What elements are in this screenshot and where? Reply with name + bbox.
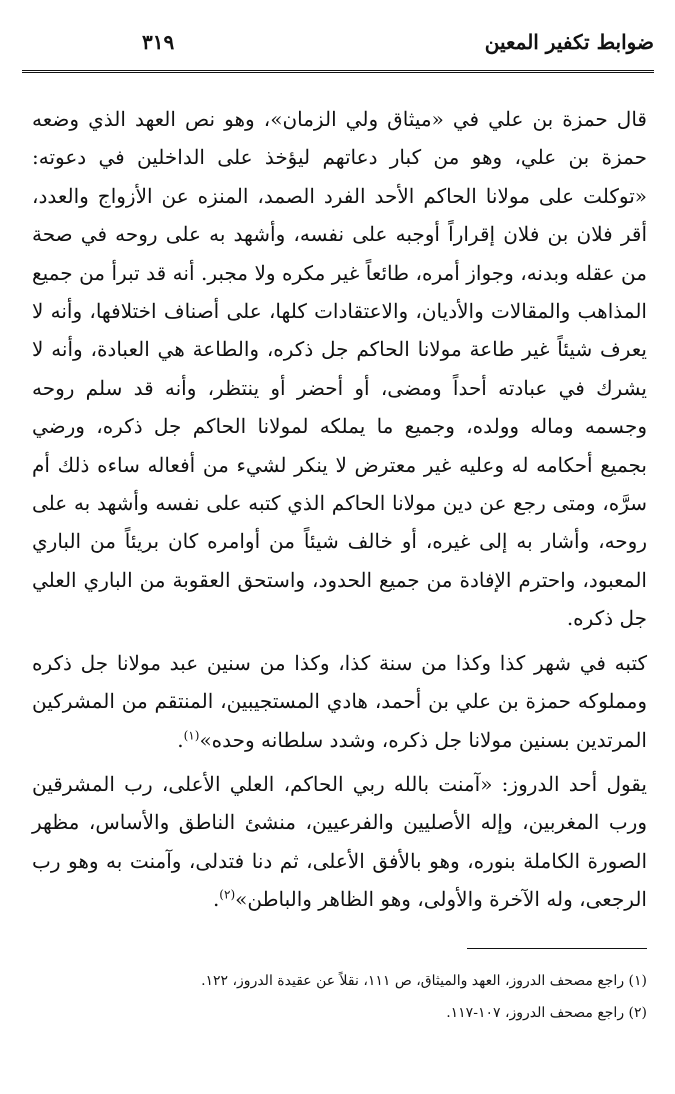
footnote-ref-2: (٢) bbox=[219, 887, 236, 902]
footnote-2: (٢) راجع مصحف الدروز، ١٠٧-١١٧. bbox=[446, 1005, 647, 1021]
footnote-rule bbox=[467, 948, 647, 949]
paragraph-3-text: يقول أحد الدروز: «آمنت بالله ربي الحاكم، العلي الأعلى، رب المشرقين ورب المغربين، وإله الأصليين والفرعيين، منشئ الناطق والأساس، مظهر الصورة الكاملة بنوره، وهو بالأفق الأعلى، ثم دنا فتدلى، وآمنت به وهو رب الرجعى، وله الآخرة والأولى، وهو الظاهر والباطن» bbox=[32, 771, 647, 912]
footnotes bbox=[32, 965, 647, 1029]
page-number: ٣١٩ bbox=[142, 30, 175, 54]
main-text bbox=[32, 100, 647, 919]
paragraph-2 bbox=[32, 644, 647, 759]
paragraph-2-end: . bbox=[177, 727, 184, 752]
paragraph-2-text: كتبه في شهر كذا وكذا من سنة كذا، وكذا من سنين عبد مولانا جل ذكره ومملوكه حمزة بن علي بن أحمد، هادي المستجيبين، المنتقم من المشركين المرتدين بسنين مولانا جل ذكره، وشدد سلطانه وحده» bbox=[32, 650, 647, 752]
page-header bbox=[22, 30, 654, 76]
footnote-1: (١) راجع مصحف الدروز، العهد والميثاق، ص ١١١، نقلاً عن عقيدة الدروز، ١٢٢. bbox=[201, 973, 647, 989]
paragraph-3 bbox=[32, 765, 647, 919]
paragraph-3-end: . bbox=[212, 887, 220, 912]
running-title: ضوابط تكفير المعين bbox=[484, 30, 654, 54]
paragraph-1-text: قال حمزة بن علي في «ميثاق ولي الزمان»، وهو نص العهد الذي وضعه حمزة بن علي، وهو من كبار دعاتهم ليؤخذ على الداخلين في دعوته: «توكلت على مولانا الحاكم الأحد الفرد الصمد، المنزه عن الأزواج والعدد، أقر فلان بن فلان إقراراً أوجبه على نفسه، وأشهد به على روحه في صحة من عقله وبدنه، وجواز أمره، طائعاً غير مكره ولا مجبر. أنه قد تبرأ من جميع المذاهب والمقالات والأديان، والاعتقادات كلها، على أصناف اختلافها، وأنه لا يعرف شيئاً غير طاعة مولانا الحاكم جل ذكره، والطاعة هي العبادة، وأنه لا يشرك في عبادته أحداً ومضى، أو أحضر أو ينتظر، وأنه قد سلم روحه وجسمه وماله وولده، وجميع ما يملكه لمولانا الحاكم جل ذكره، ورضي بجميع أحكامه له وعليه غير معترض لا ينكر لشيء من أفعاله ساءه ذلك أم سرَّه، ومتى رجع عن دين مولانا الحاكم الذي كتبه على نفسه وأشهد به على روحه، وأشار به إلى غيره، أو خالف شيئاً من أوامره كان بريئاً من الباري المعبود، واحترم الإفادة من جميع الحدود، واستحق العقوبة من الباري العلي جل ذكره. bbox=[32, 107, 647, 631]
paragraph-1 bbox=[32, 100, 647, 638]
header-rule bbox=[22, 70, 654, 73]
footnote-ref-1: (١) bbox=[183, 727, 200, 742]
